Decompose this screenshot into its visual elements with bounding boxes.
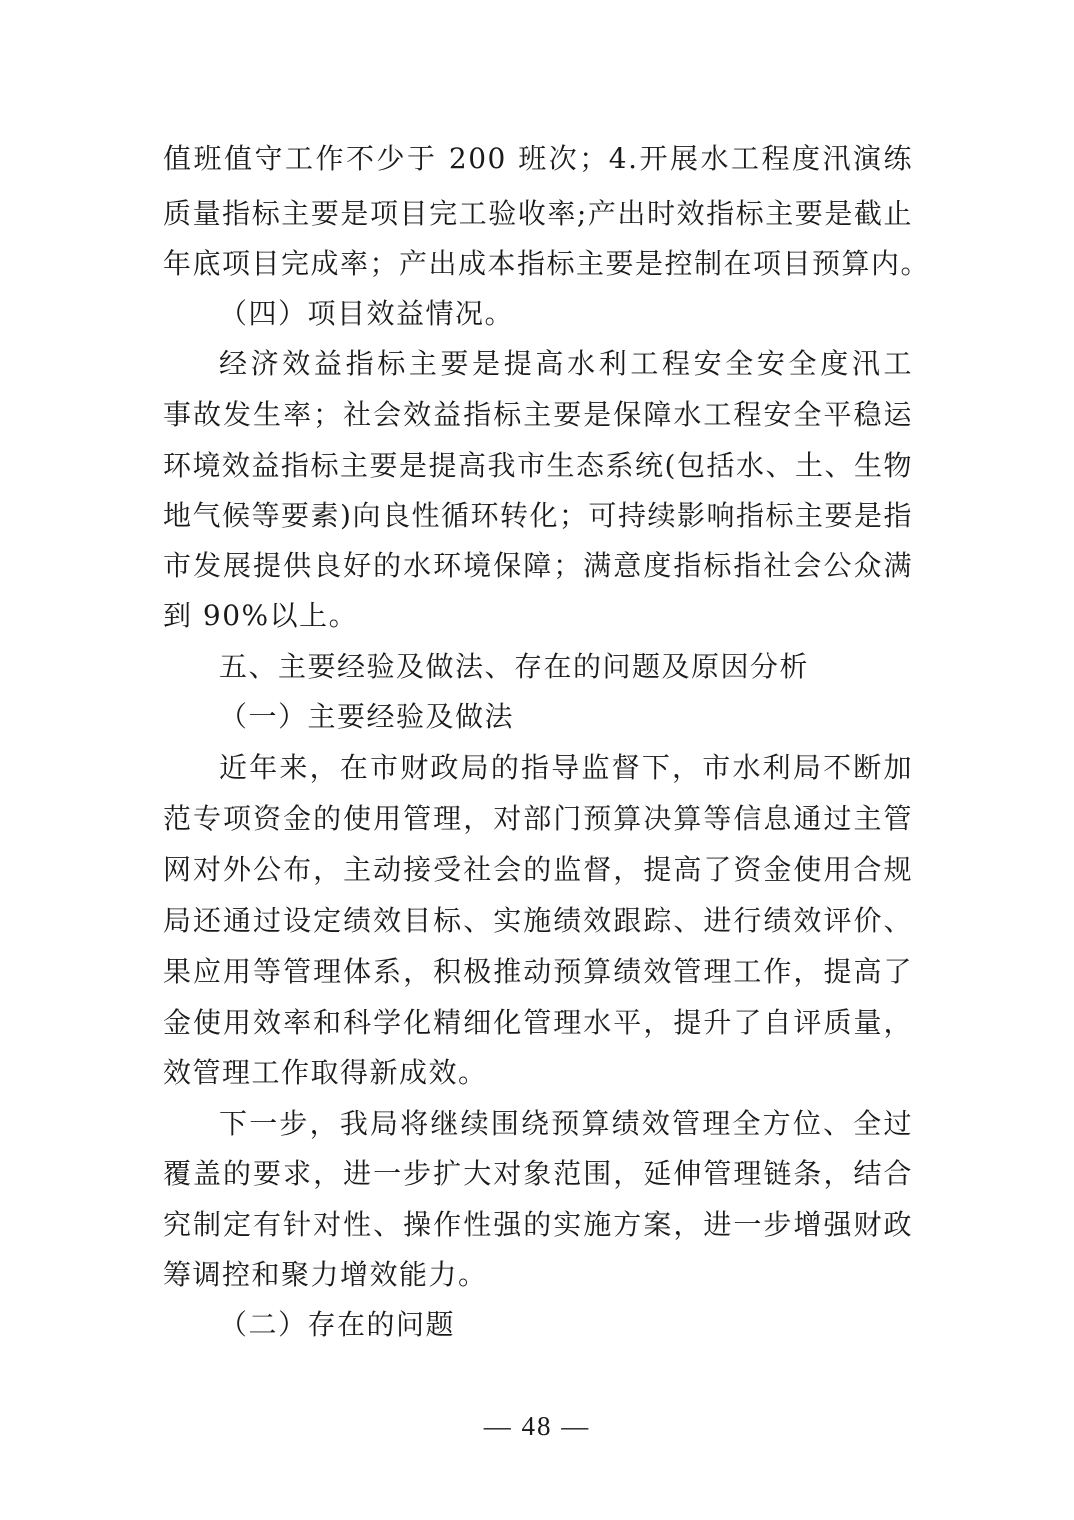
body-text-line: 年底项目完成率；产出成本指标主要是控制在项目预算内。: [163, 247, 931, 280]
body-text-line: 果应用等管理体系，积极推动预算绩效管理工作，提高了: [163, 955, 913, 988]
subsection-heading-practices: （一）主要经验及做法: [219, 700, 515, 733]
body-text-line: 覆盖的要求，进一步扩大对象范围，延伸管理链条，结合: [163, 1157, 913, 1190]
body-text-line: 到 90%以上。: [163, 599, 359, 632]
subsection-heading-problems: （二）存在的问题: [219, 1308, 456, 1341]
body-text-line: 经济效益指标主要是提高水利工程安全安全度汛工: [219, 347, 913, 380]
section-heading-benefits: （四）项目效益情况。: [219, 297, 515, 330]
body-text-line: 筹调控和聚力增效能力。: [163, 1258, 488, 1291]
body-text-line: 地气候等要素)向良性循环转化；可持续影响指标主要是指: [163, 499, 913, 532]
page-number: — 48 —: [483, 1411, 591, 1441]
section-heading-experience: 五、主要经验及做法、存在的问题及原因分析: [219, 650, 810, 683]
body-text-line: 事故发生率；社会效益指标主要是保障水工程安全平稳运: [163, 398, 913, 431]
body-text-line: 范专项资金的使用管理，对部门预算决算等信息通过主管: [163, 802, 913, 835]
body-text-line: 究制定有针对性、操作性强的实施方案，进一步增强财政: [163, 1208, 913, 1241]
body-text-line: 下一步，我局将继续围绕预算绩效管理全方位、全过: [219, 1107, 913, 1140]
body-text-line: 环境效益指标主要是提高我市生态系统(包括水、土、生物: [163, 449, 913, 482]
body-text-line: 金使用效率和科学化精细化管理水平，提升了自评质量，: [163, 1006, 913, 1039]
body-text-line: 市发展提供良好的水环境保障；满意度指标指社会公众满: [163, 549, 913, 582]
body-text-line: 局还通过设定绩效目标、实施绩效跟踪、进行绩效评价、: [163, 904, 913, 937]
body-text-line: 效管理工作取得新成效。: [163, 1056, 488, 1089]
body-text-line: 值班值守工作不少于 200 班次；4.开展水工程度汛演练: [163, 142, 913, 175]
body-text-line: 网对外公布，主动接受社会的监督，提高了资金使用合规: [163, 853, 913, 886]
body-text-line: 近年来，在市财政局的指导监督下，市水利局不断加: [219, 751, 913, 784]
body-text-line: 质量指标主要是项目完工验收率;产出时效指标主要是截止: [163, 197, 913, 230]
